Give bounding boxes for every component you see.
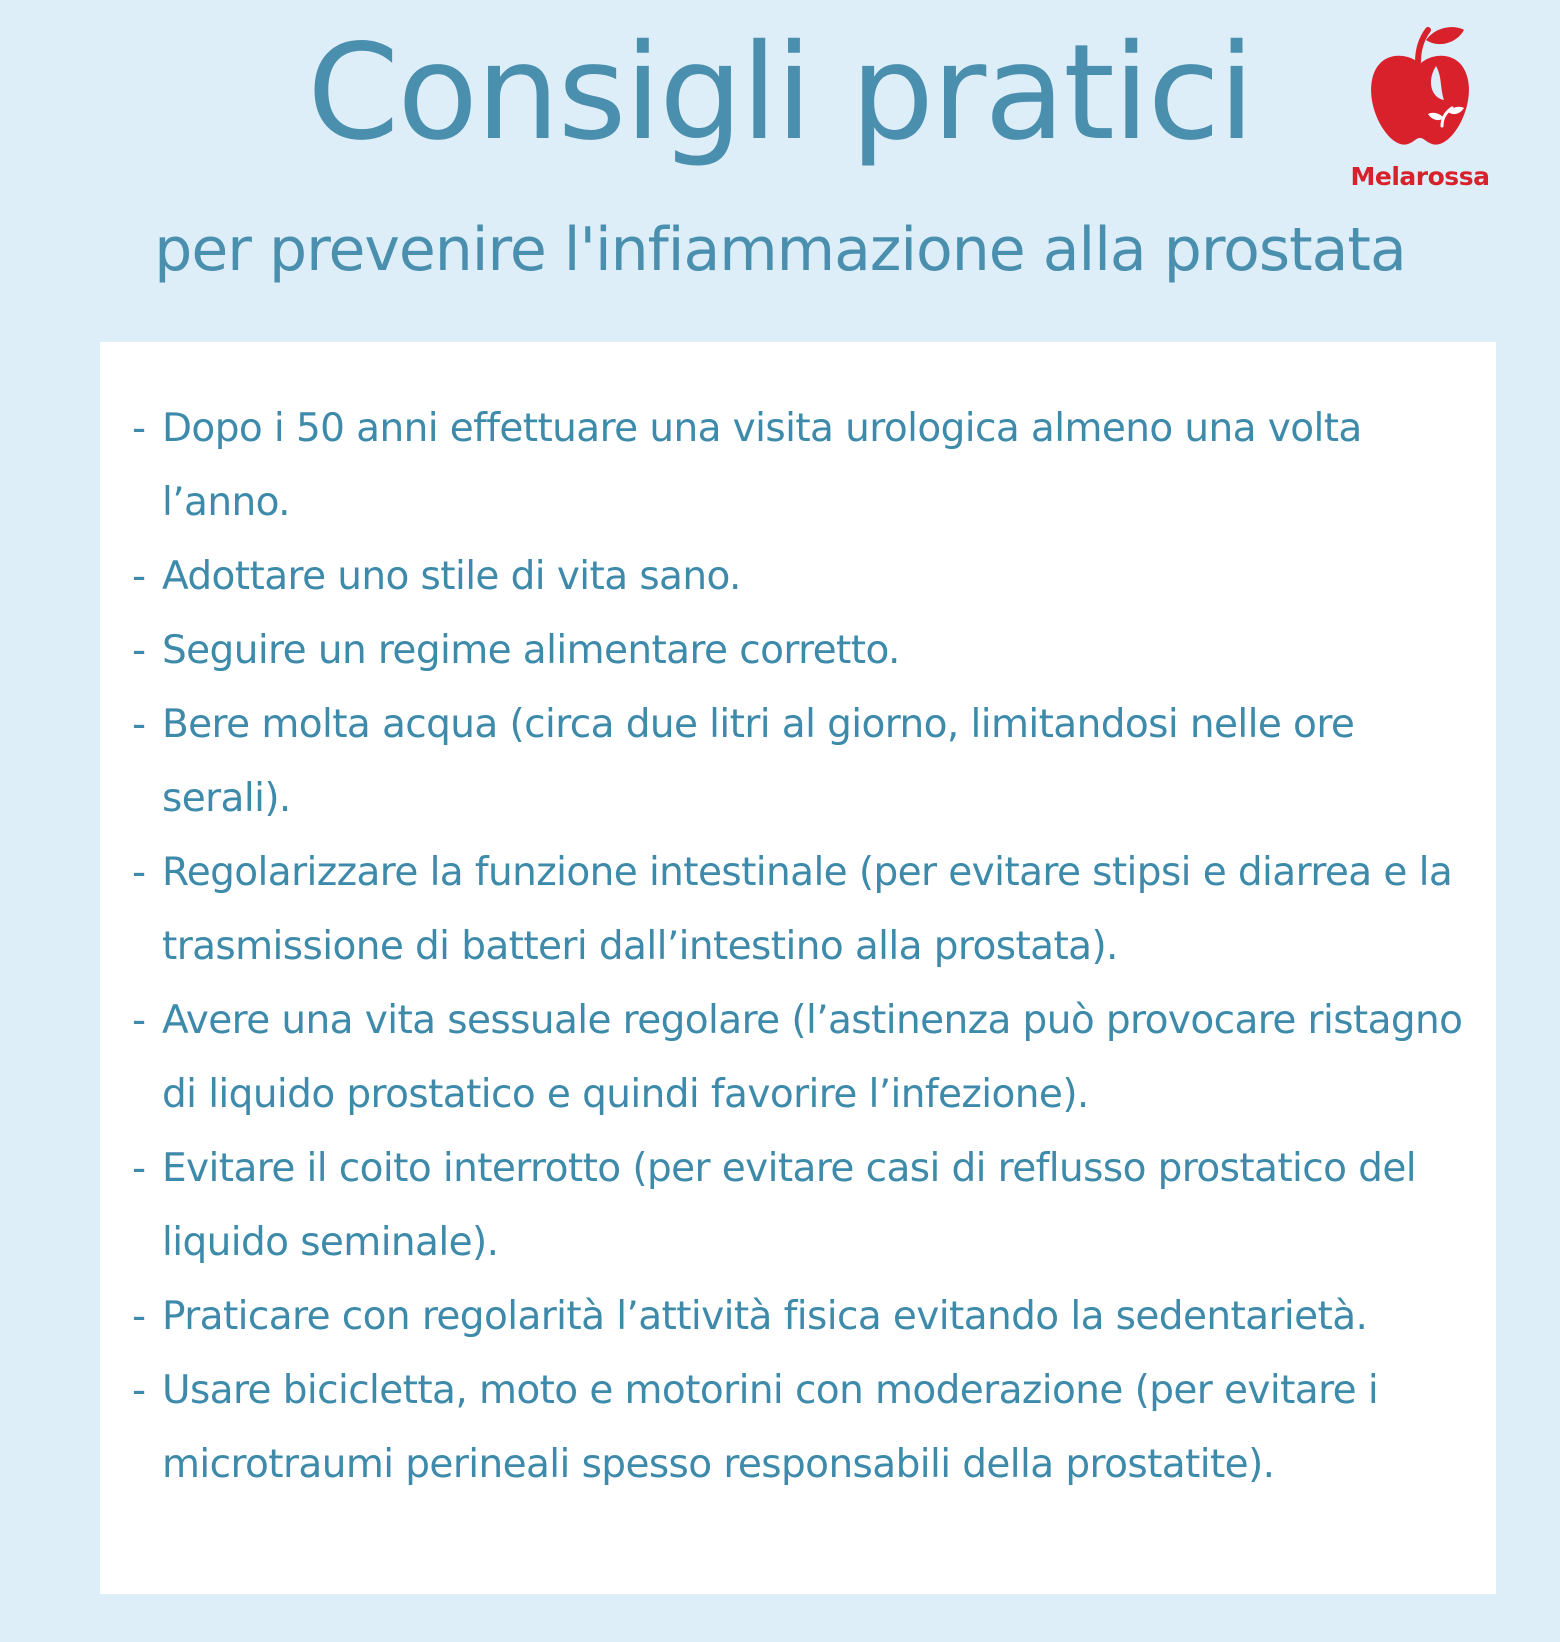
list-bullet: -: [132, 1294, 146, 1339]
list-bullet: -: [132, 850, 146, 895]
apple-icon: [1368, 22, 1472, 154]
tip-text: Adottare uno stile di vita sano.: [162, 554, 741, 599]
list-item: [132, 614, 1472, 688]
list-bullet: -: [132, 554, 146, 599]
melarossa-logo: [1340, 22, 1500, 202]
tip-text: Evitare il coito interrotto (per evitare casi di reflusso prostatico del liquido seminale).: [162, 1146, 1416, 1265]
list-item: [132, 1132, 1472, 1280]
logo-label: Melarossa: [1350, 162, 1490, 191]
tips-list: [132, 392, 1472, 1502]
list-bullet: -: [132, 702, 146, 747]
tip-text: Regolarizzare la funzione intestinale (per evitare stipsi e diarrea e la trasmissione di batteri dall’intestino alla prostata).: [162, 850, 1453, 969]
list-item: [132, 836, 1472, 984]
tip-text: Avere una vita sessuale regolare (l’astinenza può provocare ristagno di liquido prostatico e quindi favorire l’infezione).: [162, 998, 1463, 1117]
list-bullet: -: [132, 1368, 146, 1413]
tip-text: Bere molta acqua (circa due litri al giorno, limitandosi nelle ore serali).: [162, 702, 1355, 821]
page-title: Consigli pratici: [307, 16, 1253, 170]
list-item: [132, 540, 1472, 614]
tips-card: [100, 342, 1496, 1594]
list-item: [132, 392, 1472, 540]
page-subtitle: per prevenire l'infiammazione alla prostata: [154, 215, 1406, 285]
list-bullet: -: [132, 628, 146, 673]
list-bullet: -: [132, 1146, 146, 1191]
tip-text: Seguire un regime alimentare corretto.: [162, 628, 900, 673]
list-item: [132, 688, 1472, 836]
list-item: [132, 1354, 1472, 1502]
list-bullet: -: [132, 998, 146, 1043]
list-item: [132, 1280, 1472, 1354]
list-bullet: -: [132, 406, 146, 451]
tip-text: Usare bicicletta, moto e motorini con moderazione (per evitare i microtraumi perineali spesso responsabili della prostatite).: [162, 1368, 1379, 1487]
tip-text: Praticare con regolarità l’attività fisica evitando la sedentarietà.: [162, 1294, 1368, 1339]
list-item: [132, 984, 1472, 1132]
tip-text: Dopo i 50 anni effettuare una visita urologica almeno una volta l’anno.: [162, 406, 1362, 525]
